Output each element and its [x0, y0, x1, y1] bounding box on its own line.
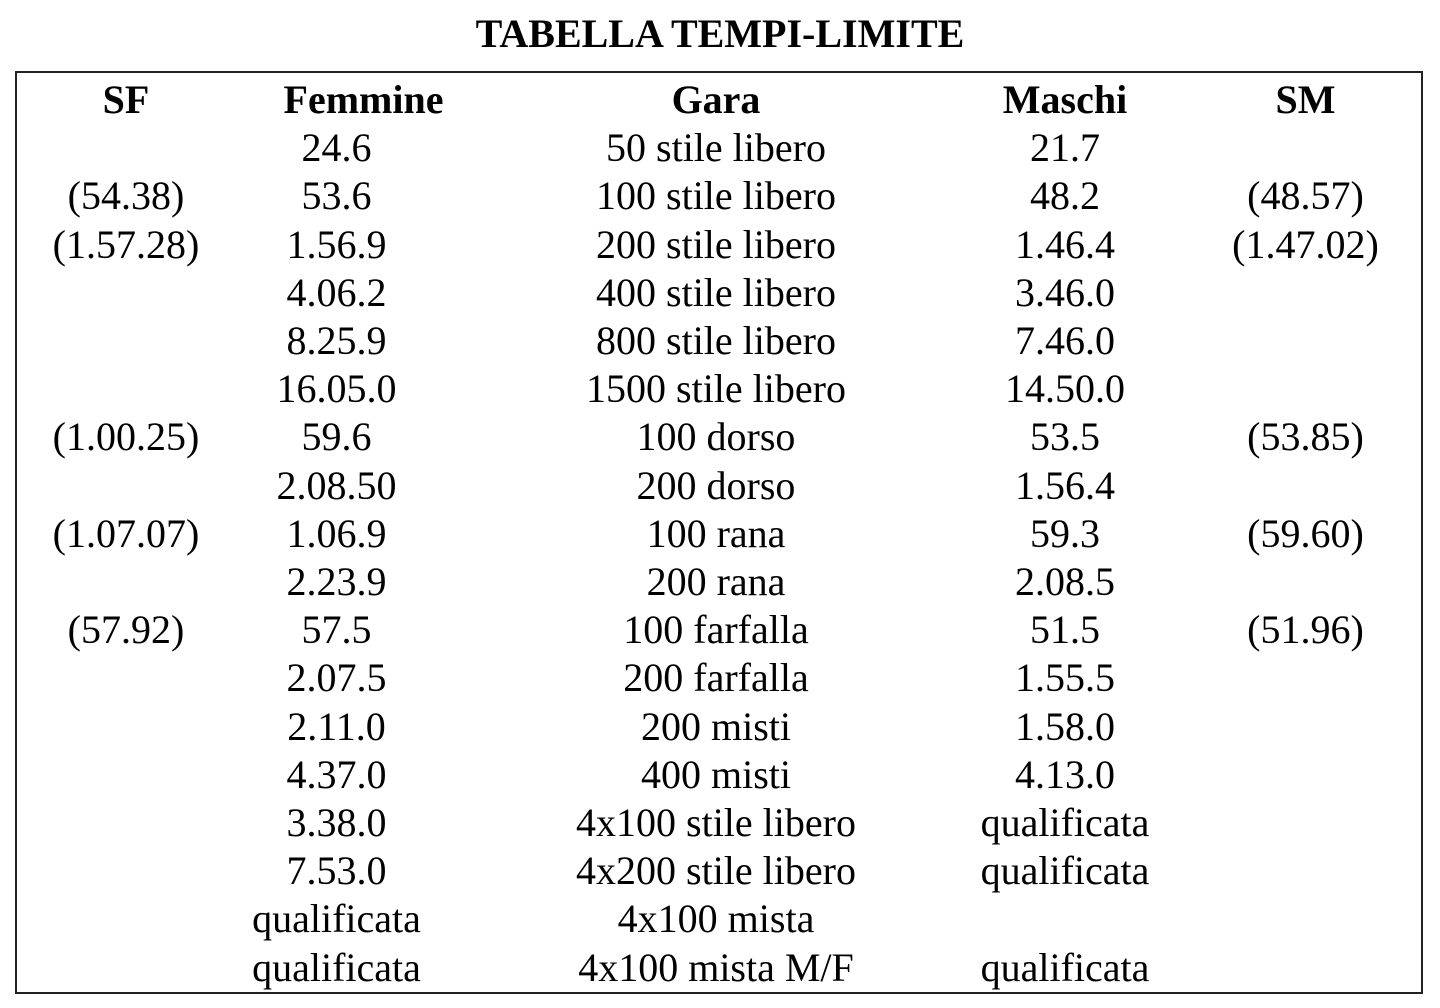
cell-femmine: 8.25.9	[286, 318, 387, 364]
cell-maschi: qualificata	[980, 944, 1150, 990]
cell-femmine: 2.08.50	[276, 462, 397, 508]
cell-sm: (48.57)	[1247, 173, 1364, 219]
table-row	[17, 606, 1421, 654]
cell-gara: 100 rana	[646, 510, 786, 556]
table-row	[17, 462, 1421, 510]
cell-gara: 400 stile libero	[596, 269, 836, 315]
cell-maschi: 14.50.0	[1005, 366, 1125, 412]
cell-sm	[1190, 124, 1421, 172]
cell-sf	[17, 317, 235, 365]
cell-gara: 4x100 mista	[617, 896, 815, 942]
cell-maschi: 1.55.5	[1015, 655, 1115, 701]
time-limits-table	[17, 76, 1421, 992]
cell-sf	[17, 944, 235, 992]
cell-maschi	[940, 895, 1190, 943]
cell-sm: (59.60)	[1247, 510, 1364, 556]
table-row	[17, 269, 1421, 317]
cell-sm	[1190, 558, 1421, 606]
cell-maschi: 4.13.0	[1015, 751, 1115, 797]
cell-sm	[1190, 847, 1421, 895]
cell-maschi: 51.5	[1030, 607, 1100, 653]
cell-gara: 100 stile libero	[596, 173, 836, 219]
header-maschi: Maschi	[1002, 77, 1128, 122]
cell-sf	[17, 703, 235, 751]
cell-sf: (1.07.07)	[52, 510, 200, 556]
cell-femmine: 4.37.0	[286, 751, 387, 797]
table-header-row	[17, 76, 1421, 124]
cell-gara: 200 stile libero	[596, 221, 836, 267]
cell-maschi: 3.46.0	[1015, 269, 1115, 315]
cell-femmine: 1.06.9	[286, 510, 387, 556]
cell-sf	[17, 462, 235, 510]
header-gara: Gara	[671, 77, 761, 122]
cell-maschi: 59.3	[1030, 510, 1100, 556]
cell-gara: 400 misti	[640, 751, 792, 797]
cell-gara: 200 dorso	[636, 462, 796, 508]
cell-sm: (53.85)	[1247, 414, 1364, 460]
cell-femmine: 53.6	[301, 173, 372, 219]
table-row	[17, 413, 1421, 461]
cell-gara: 100 dorso	[636, 414, 796, 460]
document-title: TABELLA TEMPI-LIMITE	[475, 11, 965, 56]
table-row	[17, 172, 1421, 220]
cell-sm	[1190, 799, 1421, 847]
cell-gara: 200 farfalla	[623, 655, 809, 701]
cell-femmine: qualificata	[252, 896, 421, 942]
header-sm: SM	[1275, 77, 1336, 122]
table-row	[17, 124, 1421, 172]
cell-maschi: 2.08.5	[1015, 559, 1115, 605]
cell-gara: 200 rana	[646, 559, 786, 605]
cell-gara: 100 farfalla	[623, 607, 809, 653]
table-row	[17, 317, 1421, 365]
cell-maschi: 1.56.4	[1015, 462, 1115, 508]
cell-maschi: 21.7	[1030, 125, 1100, 171]
cell-sm	[1190, 462, 1421, 510]
cell-sf	[17, 799, 235, 847]
cell-sf	[17, 124, 235, 172]
cell-femmine: 2.07.5	[286, 655, 387, 701]
cell-sm	[1190, 654, 1421, 702]
cell-sf	[17, 269, 235, 317]
cell-maschi: 1.58.0	[1015, 703, 1115, 749]
cell-femmine: 57.5	[301, 607, 372, 653]
cell-sm	[1190, 895, 1421, 943]
cell-gara: 50 stile libero	[606, 125, 826, 171]
table-row	[17, 654, 1421, 702]
cell-sm	[1190, 317, 1421, 365]
cell-sf	[17, 654, 235, 702]
table-body	[17, 124, 1421, 992]
table-row	[17, 703, 1421, 751]
cell-sm	[1190, 944, 1421, 992]
table-row	[17, 221, 1421, 269]
cell-sf	[17, 558, 235, 606]
cell-maschi: 53.5	[1030, 414, 1100, 460]
cell-femmine: 4.06.2	[286, 269, 387, 315]
cell-sf	[17, 365, 235, 413]
cell-sf: (1.57.28)	[52, 221, 200, 267]
header-femmine: Femmine	[283, 77, 444, 122]
table-row	[17, 365, 1421, 413]
cell-sm: (51.96)	[1247, 607, 1364, 653]
cell-gara: 800 stile libero	[596, 318, 836, 364]
cell-gara: 4x100 stile libero	[576, 800, 856, 846]
cell-sm	[1190, 703, 1421, 751]
cell-gara: 4x200 stile libero	[576, 848, 856, 894]
cell-femmine: 59.6	[301, 414, 372, 460]
cell-gara: 4x100 mista M/F	[578, 944, 854, 990]
cell-femmine: 16.05.0	[276, 366, 397, 412]
cell-sf	[17, 895, 235, 943]
table-row	[17, 944, 1421, 992]
cell-femmine: 3.38.0	[286, 800, 387, 846]
cell-sf: (54.38)	[67, 173, 185, 219]
cell-maschi: 48.2	[1030, 173, 1100, 219]
cell-sf: (57.92)	[67, 607, 185, 653]
cell-sf	[17, 751, 235, 799]
cell-gara: 1500 stile libero	[586, 366, 846, 412]
table-row	[17, 751, 1421, 799]
table-row	[17, 847, 1421, 895]
cell-femmine: 2.23.9	[286, 559, 387, 605]
table-row	[17, 510, 1421, 558]
header-sf: SF	[102, 77, 150, 122]
table-row	[17, 799, 1421, 847]
cell-femmine: 24.6	[301, 125, 372, 171]
cell-sm	[1190, 269, 1421, 317]
cell-femmine: 2.11.0	[287, 703, 386, 749]
cell-femmine: qualificata	[252, 944, 421, 990]
cell-femmine: 7.53.0	[286, 848, 387, 894]
cell-femmine: 1.56.9	[286, 221, 387, 267]
cell-maschi: qualificata	[980, 800, 1150, 846]
cell-sm	[1190, 751, 1421, 799]
cell-sm	[1190, 365, 1421, 413]
cell-sf	[17, 847, 235, 895]
cell-sm: (1.47.02)	[1232, 221, 1379, 267]
cell-maschi: 7.46.0	[1015, 318, 1115, 364]
cell-maschi: qualificata	[980, 848, 1150, 894]
cell-maschi: 1.46.4	[1015, 221, 1115, 267]
table-row	[17, 558, 1421, 606]
cell-sf: (1.00.25)	[52, 414, 200, 460]
table-row	[17, 895, 1421, 943]
cell-gara: 200 misti	[640, 703, 792, 749]
